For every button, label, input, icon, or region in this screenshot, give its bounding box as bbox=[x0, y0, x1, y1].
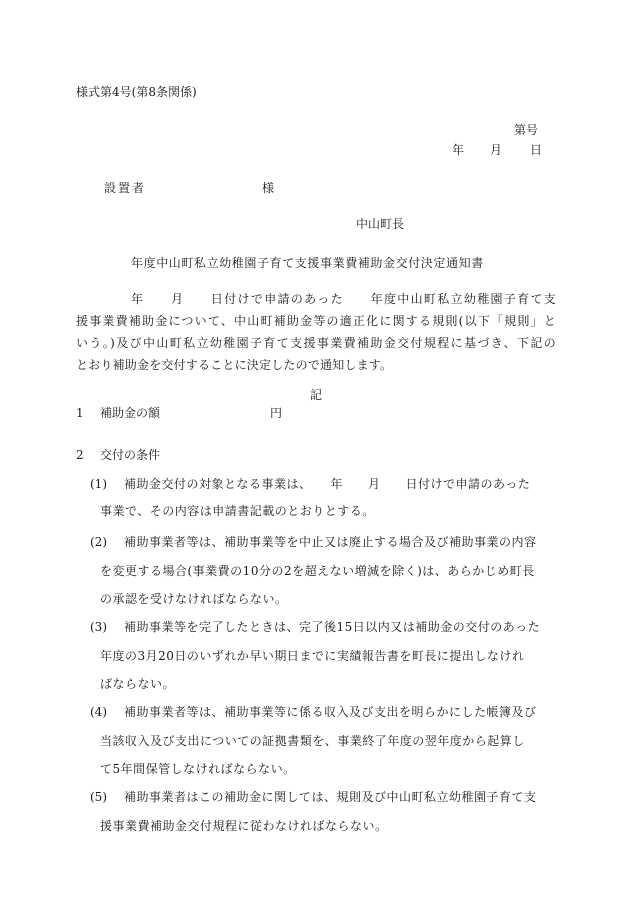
condition-line: 年度の3月20日のいずれか早い期日までに実績報告書を町長に提出しなけれ bbox=[100, 649, 525, 663]
form-label: 様式第4号(第8条関係) bbox=[76, 85, 197, 99]
issuer-name: 中山町長 bbox=[356, 217, 405, 231]
document-title: 年度中山町私立幼稚園子育て支援事業費補助金交付決定通知書 bbox=[131, 256, 484, 270]
condition-number: (1) bbox=[90, 477, 107, 491]
condition-number: (3) bbox=[90, 620, 107, 634]
item1-number: 1 bbox=[76, 406, 84, 420]
condition-number: (5) bbox=[90, 790, 107, 804]
item1-unit: 円 bbox=[270, 406, 283, 420]
body-line: 援事業費補助金について、中山町補助金等の適正化に関する規則(以下「規則」と bbox=[76, 314, 556, 328]
item1-label: 補助金の額 bbox=[100, 406, 161, 420]
body-line: いう。)及び中山町私立幼稚園子育て支援事業費補助金交付規程に基づき、下記の bbox=[76, 336, 556, 350]
condition-line: を変更する場合(事業費の10分の2を超えない増減を除く)は、あらかじめ町長 bbox=[100, 564, 535, 578]
date-year: 年 bbox=[452, 143, 465, 157]
condition-line: 援事業費補助金交付規程に従わなければならない。 bbox=[100, 819, 388, 833]
condition-line: 補助事業者はこの補助金に関しては、規則及び中山町私立幼稚園子育て支 bbox=[124, 790, 537, 804]
ki-heading: 記 bbox=[310, 388, 323, 402]
date-month: 月 bbox=[490, 143, 503, 157]
condition-line: 補助事業等を完了したときは、完了後15日以内又は補助金の交付のあった bbox=[124, 620, 541, 634]
body-line: とおり補助金を交付することに決定したので通知します。 bbox=[76, 358, 393, 372]
item2-number: 2 bbox=[76, 448, 84, 462]
condition-line: 補助事業者等は、補助事業等を中止又は廃止する場合及び補助事業の内容 bbox=[124, 535, 537, 549]
condition-line: 当該収入及び支出についての証拠書類を、事業終了年度の翌年度から起算し bbox=[100, 734, 525, 748]
condition-line: 補助金交付の対象となる事業は、 年 月 日付けで申請のあった bbox=[124, 477, 531, 491]
recipient-label: 設置者 bbox=[104, 181, 147, 195]
recipient-honorific: 様 bbox=[262, 181, 275, 195]
date-day: 日 bbox=[530, 143, 543, 157]
body-line: 年 月 日付けで申請のあった 年度中山町私立幼稚園子育て支 bbox=[131, 292, 556, 306]
condition-line: 補助事業者等は、補助事業等に係る収入及び支出を明らかにした帳簿及び bbox=[124, 705, 537, 719]
condition-number: (4) bbox=[90, 705, 107, 719]
condition-line: ばならない。 bbox=[100, 677, 176, 691]
condition-line: の承認を受けなければならない。 bbox=[100, 592, 288, 606]
body-paragraph bbox=[76, 288, 556, 376]
condition-line: て5年間保管しなければならない。 bbox=[100, 762, 296, 776]
item2-label: 交付の条件 bbox=[100, 448, 161, 462]
document-number-label: 第号 bbox=[514, 123, 539, 137]
condition-number: (2) bbox=[90, 535, 107, 549]
condition-line: 事業で、その内容は申請書記載のとおりとする。 bbox=[100, 504, 375, 518]
